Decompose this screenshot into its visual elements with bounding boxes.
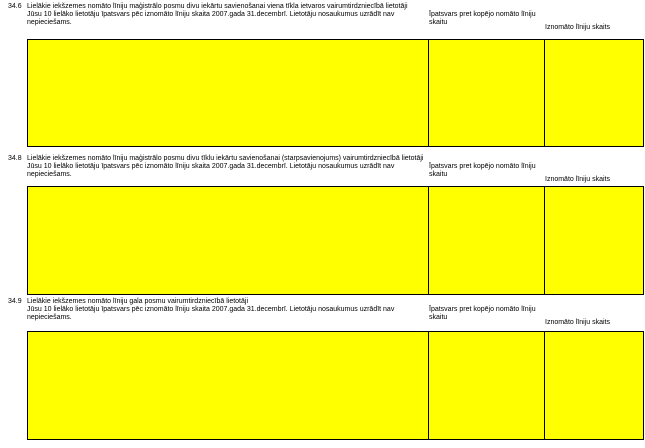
users-input-cell[interactable] bbox=[28, 187, 429, 294]
main-column-header: Jūsu 10 lielāko lietotāju īpatsvars pēc iznomāto līniju skaita 2007.gada 31.decembrī. Lietotāju nosaukumus uzrādīt nav nepieciešams. bbox=[27, 11, 395, 26]
section-title bbox=[8, 298, 248, 306]
users-input-cell[interactable] bbox=[28, 40, 429, 146]
section-number: 34.8 bbox=[8, 155, 22, 162]
count-column-header: Iznomāto līniju skaits bbox=[545, 176, 610, 183]
main-column-header: Jūsu 10 lielāko lietotāju īpatsvars pēc iznomāto līniju skaita 2007.gada 31.decembrī. Lietotāju nosaukumus uzrādīt nav nepieciešams. bbox=[27, 306, 395, 321]
count-column-header: Iznomāto līniju skaits bbox=[545, 319, 610, 326]
section-34-9 bbox=[8, 298, 645, 446]
section-34-6 bbox=[8, 3, 645, 113]
main-column-header: Jūsu 10 lielāko lietotāju īpatsvars pēc iznomāto līniju skaita 2007.gada 31.decembrī. Lietotāju nosaukumus uzrādīt nav nepieciešams. bbox=[27, 163, 395, 178]
share-input-cell[interactable] bbox=[429, 187, 545, 294]
section-number: 34.9 bbox=[8, 298, 22, 305]
section-title-text: Lielākie iekšzemes nomāto līniju gala posmu vairumtirdzniecībā lietotāji bbox=[27, 298, 248, 305]
section-title bbox=[8, 155, 423, 163]
share-column-header: Īpatsvars pret kopējo nomāto līniju skaitu bbox=[429, 163, 536, 178]
section-title-text: Lielākie iekšzemes nomāto līniju maģistrālo posmu divu tīklu iekārtu savienošanai (starpsavienojums) vairumtirdzniecībā lietotāji bbox=[27, 155, 424, 162]
input-table bbox=[27, 186, 644, 295]
count-input-cell[interactable] bbox=[545, 40, 643, 146]
share-column-header: Īpatsvars pret kopējo nomāto līniju skaitu bbox=[429, 306, 536, 321]
share-input-cell[interactable] bbox=[429, 332, 545, 439]
count-input-cell[interactable] bbox=[545, 332, 643, 439]
section-title-text: Lielākie iekšzemes nomāto līniju maģistrālo posmu divu iekārtu savienošanai viena tīkla ietvaros vairumtirdzniecībā lietotāji bbox=[27, 3, 408, 10]
share-column-header: Īpatsvars pret kopējo nomāto līniju skaitu bbox=[429, 11, 536, 26]
input-table bbox=[27, 39, 644, 147]
users-input-cell[interactable] bbox=[28, 332, 429, 439]
count-column-header: Iznomāto līniju skaits bbox=[545, 24, 610, 31]
section-number: 34.6 bbox=[8, 3, 22, 10]
section-title bbox=[8, 3, 408, 11]
count-input-cell[interactable] bbox=[545, 187, 643, 294]
section-34-8 bbox=[8, 155, 645, 295]
share-input-cell[interactable] bbox=[429, 40, 545, 146]
input-table bbox=[27, 331, 644, 440]
